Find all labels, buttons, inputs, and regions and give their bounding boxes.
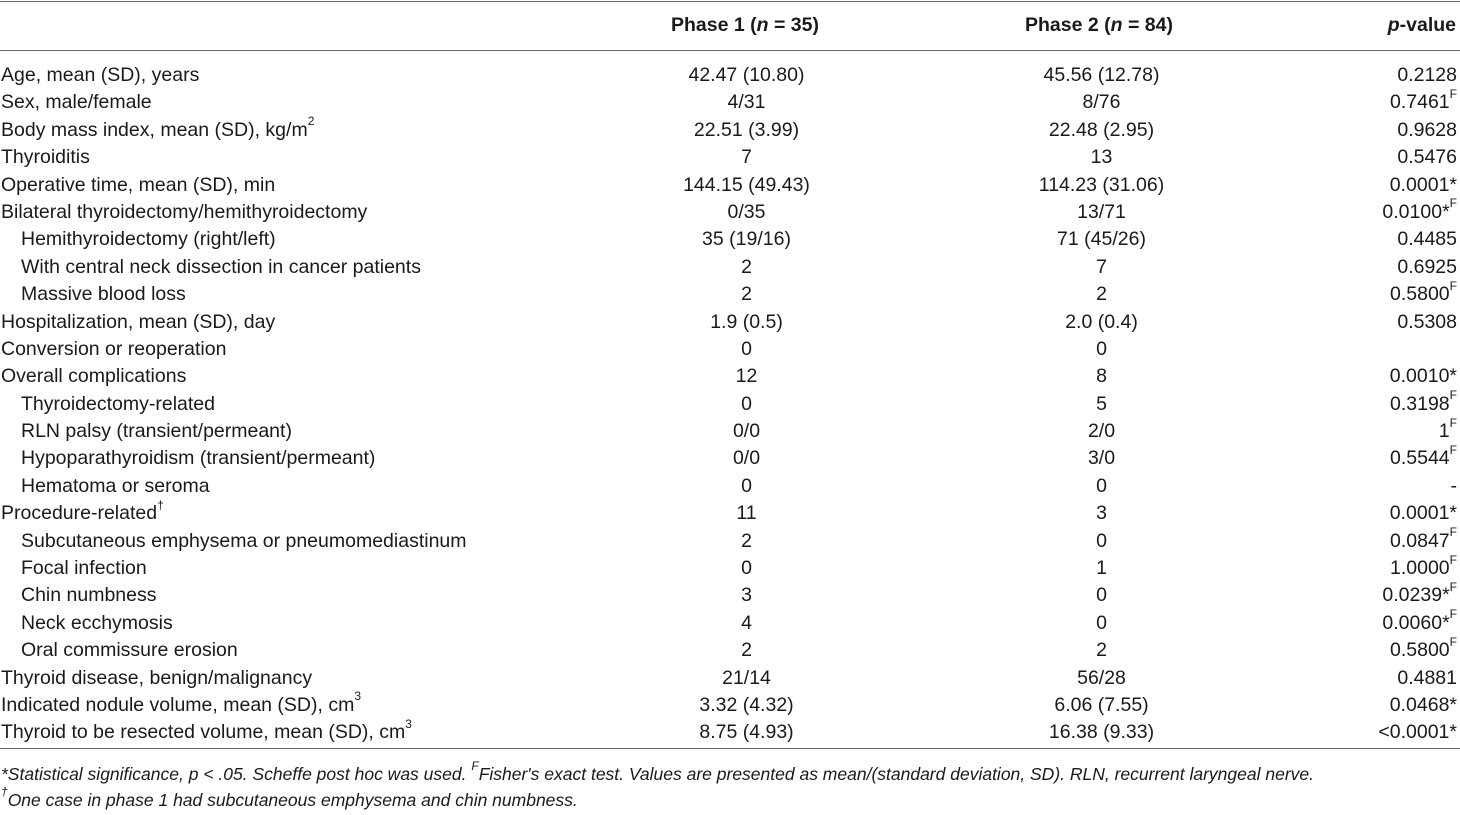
p-value: - bbox=[1450, 474, 1457, 497]
phase1-value: 3.32 (4.32) bbox=[699, 693, 794, 716]
table-row bbox=[0, 363, 1460, 390]
table-row bbox=[0, 634, 1460, 664]
table-row bbox=[0, 497, 1460, 527]
phase2-value: 2 bbox=[1096, 283, 1107, 306]
row-label: Neck ecchymosis bbox=[21, 611, 173, 634]
phase1-value: 1.9 (0.5) bbox=[710, 310, 783, 333]
table-body bbox=[0, 62, 1460, 747]
p-value: 0.6925 bbox=[1397, 255, 1457, 278]
table-row bbox=[0, 278, 1460, 308]
row-label: Focal infection bbox=[21, 557, 147, 580]
p-value: 0.0010* bbox=[1389, 365, 1457, 388]
table-row bbox=[0, 473, 1460, 500]
p-value: $0.5800^F$ bbox=[1390, 278, 1457, 306]
p-value: $0.5800^F$ bbox=[1390, 634, 1457, 662]
row-label: Hypoparathyroidism (transient/permeant) bbox=[21, 447, 376, 470]
table-row bbox=[0, 196, 1460, 226]
phase1-value: 42.47 (10.80) bbox=[688, 64, 805, 86]
p-value: 0.0001* bbox=[1389, 502, 1457, 525]
phase2-value: 3/0 bbox=[1087, 447, 1116, 470]
phase1-value: 2 bbox=[741, 639, 752, 662]
header-pvalue: p-value bbox=[1387, 14, 1456, 36]
row-label: Bilateral thyroidectomy/hemithyroidectomy bbox=[1, 200, 368, 223]
phase1-value: 35 (19/16) bbox=[702, 228, 791, 251]
p-value: $0.0847^F$ bbox=[1390, 525, 1457, 552]
table-row bbox=[0, 226, 1460, 253]
table-row bbox=[0, 114, 1460, 144]
phase2-value: 2.0 (0.4) bbox=[1065, 310, 1138, 333]
row-label: Massive blood loss bbox=[21, 283, 186, 306]
row-label: Oral commissure erosion bbox=[21, 639, 238, 662]
p-value: 0.0468* bbox=[1389, 693, 1457, 716]
p-value: $0.5544^F$ bbox=[1390, 442, 1457, 470]
row-label: Thyroidectomy-related bbox=[21, 392, 215, 415]
phase1-value: 2 bbox=[741, 255, 752, 278]
p-value: 0.0239*$^F$ bbox=[1382, 579, 1457, 607]
row-label: Conversion or reoperation bbox=[1, 337, 227, 360]
phase1-value: 11 bbox=[736, 502, 757, 525]
table-row bbox=[0, 62, 1460, 89]
phase2-value: 8/76 bbox=[1082, 91, 1121, 114]
table-header bbox=[0, 0, 1460, 50]
row-label: Hemithyroidectomy (right/left) bbox=[21, 228, 276, 251]
row-label: Procedure-related† bbox=[1, 497, 164, 525]
row-label: With central neck dissection in cancer patients bbox=[21, 255, 421, 278]
row-label: Sex, male/female bbox=[1, 91, 152, 114]
row-label: RLN palsy (transient/permeant) bbox=[21, 420, 292, 443]
p-value: 0.0001* bbox=[1389, 173, 1457, 196]
phase1-value: 3 bbox=[741, 584, 752, 607]
phase2-value: 6.06 (7.55) bbox=[1054, 693, 1149, 716]
p-value: 0.4485 bbox=[1397, 228, 1457, 251]
table-row bbox=[0, 86, 1460, 116]
phase2-value: 13 bbox=[1090, 146, 1113, 169]
row-label: Hospitalization, mean (SD), day bbox=[1, 310, 276, 333]
row-label: Subcutaneous emphysema or pneumomediastinum bbox=[21, 529, 467, 552]
table-row bbox=[0, 442, 1460, 472]
phase1-value: 4 bbox=[741, 611, 752, 634]
header-rule bbox=[0, 50, 1460, 51]
phase1-value: 0 bbox=[741, 392, 752, 415]
table-row bbox=[0, 254, 1460, 281]
phase2-value: 8 bbox=[1096, 365, 1107, 388]
phase1-value: 22.51 (3.99) bbox=[693, 118, 800, 141]
table-row bbox=[0, 336, 1460, 363]
phase2-value: 22.48 (2.95) bbox=[1048, 118, 1155, 141]
row-label: Thyroid to be resected volume, mean (SD), $cm^3$ bbox=[1, 716, 412, 744]
footnote-2: †One case in phase 1 had subcutaneous emphysema and chin numbness. bbox=[1, 785, 578, 810]
phase1-value: 0/0 bbox=[732, 447, 761, 470]
phase2-value: 2/0 bbox=[1087, 420, 1116, 443]
phase1-value: 4/31 bbox=[727, 91, 766, 114]
header-phase1: Phase 1 (n = 35) bbox=[671, 14, 819, 36]
phase2-value: 45.56 (12.78) bbox=[1043, 64, 1160, 86]
row-label: Overall complications bbox=[1, 365, 187, 388]
phase2-value: 13/71 bbox=[1077, 200, 1126, 223]
row-label: Thyroid disease, benign/malignancy bbox=[1, 666, 313, 689]
phase1-value: 2 bbox=[741, 529, 752, 552]
p-value: 0.5308 bbox=[1397, 310, 1457, 333]
p-value: 0.5476 bbox=[1397, 146, 1457, 169]
table-bottom-rule bbox=[0, 748, 1460, 749]
phase2-value: 0 bbox=[1096, 584, 1107, 607]
row-label: Chin numbness bbox=[21, 584, 157, 607]
row-label: Hematoma or seroma bbox=[21, 474, 210, 497]
row-label: Body mass index, mean (SD), $kg/m^2$ bbox=[1, 114, 315, 141]
p-value: 0.0100*$^F$ bbox=[1382, 196, 1457, 223]
table-row bbox=[0, 415, 1460, 445]
row-label: Age, mean (SD), years bbox=[1, 64, 200, 86]
phase2-value: 0 bbox=[1096, 337, 1107, 360]
p-value: <0.0001* bbox=[1378, 721, 1457, 744]
phase1-value: 144.15 (49.43) bbox=[683, 173, 810, 196]
phase2-value: 114.23 (31.06) bbox=[1038, 173, 1165, 196]
table-row bbox=[0, 388, 1460, 418]
p-value: 0.0060*$^F$ bbox=[1382, 607, 1457, 634]
phase1-value: 0 bbox=[741, 337, 752, 360]
phase2-value: 0 bbox=[1096, 529, 1107, 552]
header-phase2: Phase 2 (n = 84) bbox=[1025, 14, 1173, 36]
table-row bbox=[0, 579, 1460, 609]
p-value: $0.3198^F$ bbox=[1390, 388, 1457, 415]
phase2-value: 56/28 bbox=[1077, 666, 1126, 689]
row-label: Thyroiditis bbox=[1, 146, 90, 169]
row-label: Operative time, mean (SD), min bbox=[1, 173, 276, 196]
p-value: 0.9628 bbox=[1397, 118, 1457, 141]
phase2-value: 1 bbox=[1096, 557, 1107, 580]
p-value: 0.2128 bbox=[1397, 64, 1457, 86]
phase2-value: 0 bbox=[1096, 474, 1107, 497]
table-row bbox=[0, 716, 1460, 746]
phase2-value: 5 bbox=[1096, 392, 1107, 415]
phase1-value: 21/14 bbox=[722, 666, 771, 689]
phase2-value: 0 bbox=[1096, 611, 1107, 634]
table-row bbox=[0, 144, 1460, 171]
phase2-value: 2 bbox=[1096, 639, 1107, 662]
table-row bbox=[0, 172, 1460, 199]
table-row bbox=[0, 552, 1460, 582]
phase1-value: 0 bbox=[741, 474, 752, 497]
phase2-value: 16.38 (9.33) bbox=[1048, 721, 1155, 744]
p-value: 0.4881 bbox=[1397, 666, 1457, 689]
phase1-value: 8.75 (4.93) bbox=[699, 721, 794, 744]
phase2-value: 71 (45/26) bbox=[1057, 228, 1146, 251]
p-value: $0.7461^F$ bbox=[1390, 86, 1457, 114]
p-value: $1.0000^F$ bbox=[1390, 552, 1457, 580]
row-label: Indicated nodule volume, mean (SD), $cm^3$ bbox=[1, 689, 362, 716]
phase2-value: 3 bbox=[1096, 502, 1107, 525]
table-row bbox=[0, 607, 1460, 637]
phase1-value: 0 bbox=[741, 557, 752, 580]
phase1-value: 0/35 bbox=[727, 200, 766, 223]
phase1-value: 2 bbox=[741, 283, 752, 306]
p-value: $1^F$ bbox=[1438, 415, 1457, 443]
table-row bbox=[0, 525, 1460, 555]
phase2-value: 7 bbox=[1096, 255, 1107, 278]
table-row bbox=[0, 665, 1460, 692]
phase1-value: 0/0 bbox=[732, 420, 761, 443]
table-row bbox=[0, 689, 1460, 719]
phase1-value: 7 bbox=[741, 146, 752, 169]
table-row bbox=[0, 309, 1460, 336]
phase1-value: 12 bbox=[735, 365, 758, 388]
footnote-1: *Statistical significance, p < .05. Scheffe post hoc was used. $^F$Fisher's exact test. Values are presented as mean/(standard deviation, SD). RLN, recurrent laryngeal nerve. bbox=[1, 759, 1315, 784]
